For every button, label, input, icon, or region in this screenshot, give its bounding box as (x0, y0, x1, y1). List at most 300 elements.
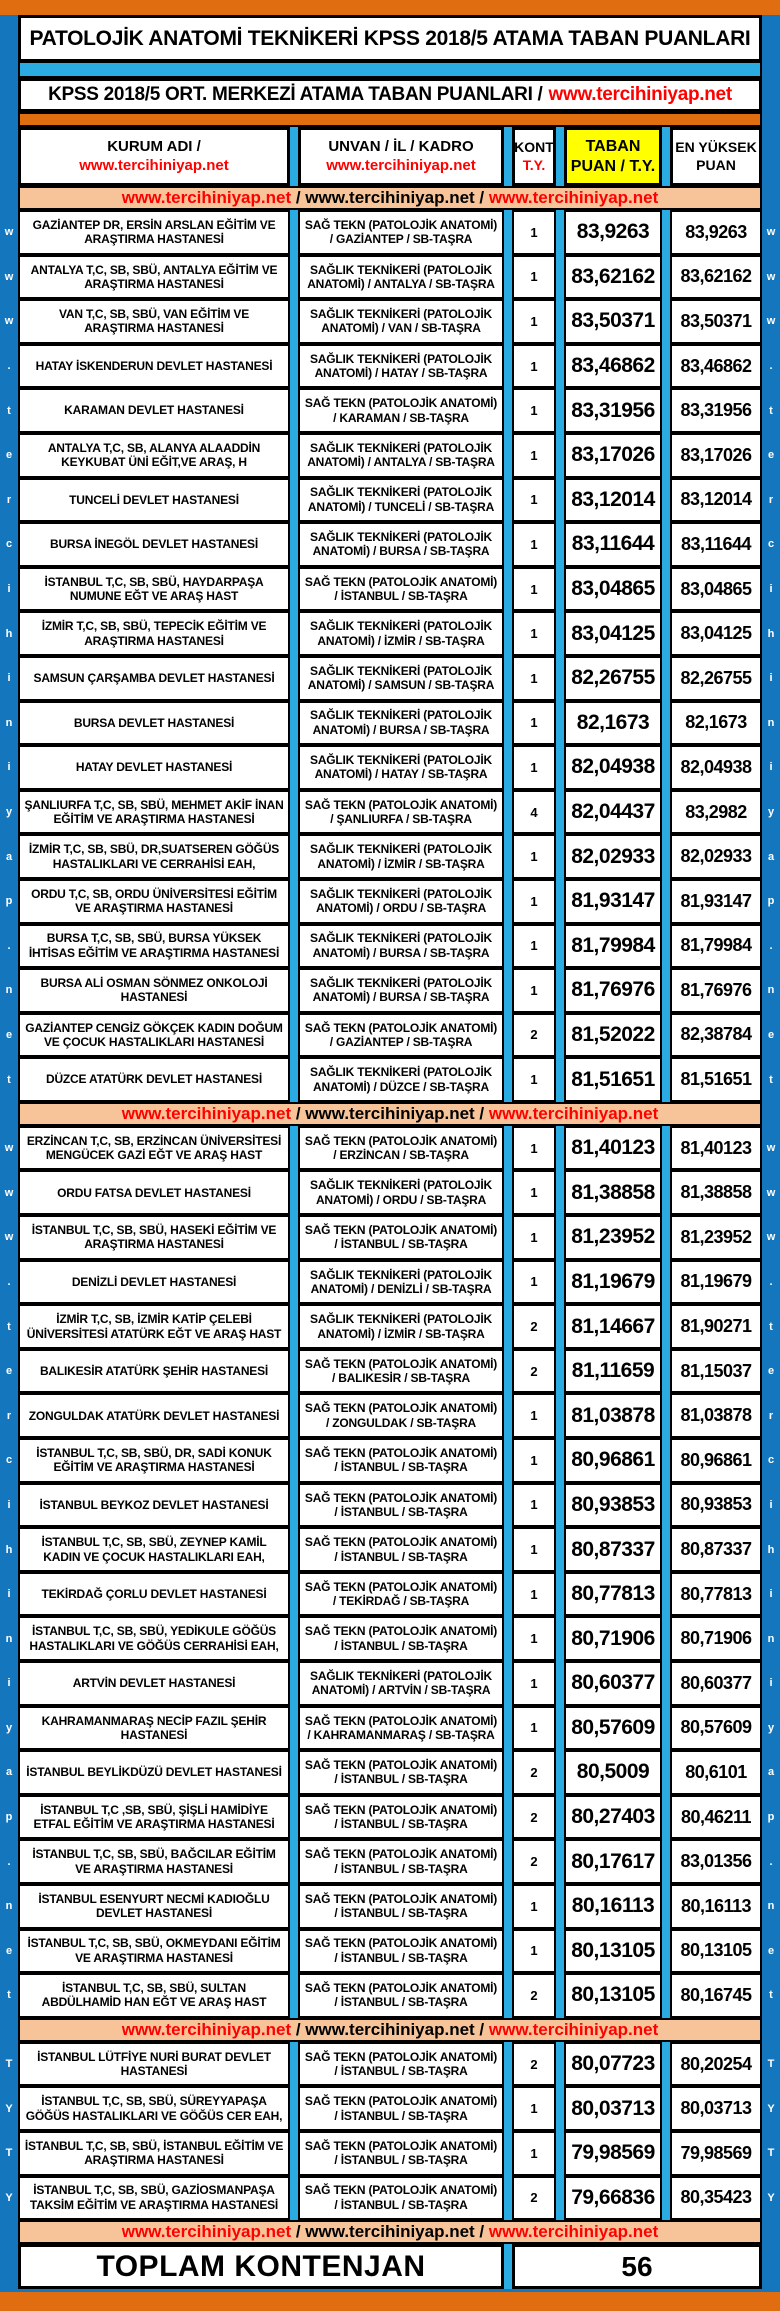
table-row (7, 1973, 773, 2018)
max-cell: 80,60377 (670, 1661, 762, 1706)
side-watermark-letter-left: a (5, 850, 13, 863)
kont-cell: 1 (512, 1572, 556, 1617)
side-watermark-letter-right: w (766, 1142, 776, 1155)
taban-cell: 80,87337 (564, 1527, 662, 1572)
taban-cell: 82,02933 (564, 834, 662, 879)
table-row (5, 611, 775, 656)
unvan-cell: SAĞ TEKN (PATOLOJİK ANATOMİ) / KARAMAN / SB-TAŞRA (298, 388, 504, 433)
taban-cell: 80,93853 (564, 1483, 662, 1528)
taban-cell: 81,76976 (564, 968, 662, 1013)
unvan-cell: SAĞ TEKN (PATOLOJİK ANATOMİ) / GAZİANTEP / SB-TAŞRA (298, 1013, 504, 1058)
kurum-header-label: KURUM ADI / (107, 137, 201, 155)
max-cell: 80,93853 (670, 1483, 762, 1528)
table-row (4, 1170, 776, 1215)
side-watermark-letter-right: e (767, 449, 775, 462)
separator-slash: / (474, 2019, 489, 2039)
side-watermark-letter-right: . (769, 1275, 773, 1288)
kont-cell: 1 (512, 611, 556, 656)
kurum-cell: KARAMAN DEVLET HASTANESİ (18, 388, 290, 433)
table-row (5, 1527, 775, 1572)
taban-cell: 81,11659 (564, 1349, 662, 1394)
side-watermark-letter-left: . (7, 360, 11, 373)
side-watermark-letter-right: a (767, 1766, 775, 1779)
unvan-cell: SAĞLIK TEKNİKERİ (PATOLOJİK ANATOMİ) / ANTALYA / SB-TAŞRA (298, 255, 504, 300)
taban-cell: 80,17617 (564, 1839, 662, 1884)
max-cell: 83,62162 (670, 255, 762, 300)
side-watermark-letter-left: w (4, 226, 14, 239)
table-row (5, 1750, 775, 1795)
side-watermark-letter-right: p (767, 895, 775, 908)
table-row (5, 433, 775, 478)
max-cell: 83,11644 (670, 522, 762, 567)
taban-cell: 81,93147 (564, 879, 662, 924)
kont-cell: 1 (512, 1170, 556, 1215)
table-row (7, 656, 773, 701)
max-cell: 80,71906 (670, 1616, 762, 1661)
side-watermark-letter-right: i (769, 583, 773, 596)
side-watermark-letter-left: r (6, 493, 12, 506)
side-watermark-letter-right: . (769, 360, 773, 373)
max-cell: 80,57609 (670, 1706, 762, 1751)
max-cell: 82,1673 (670, 701, 762, 746)
kurum-cell: İZMİR T,C, SB, SBÜ, TEPECİK EĞİTİM VE ARAŞTIRMA HASTANESİ (18, 611, 290, 656)
kont-cell: 1 (512, 1616, 556, 1661)
unvan-cell: SAĞ TEKN (PATOLOJİK ANATOMİ) / KAHRAMANMARAŞ / SB-TAŞRA (298, 1706, 504, 1751)
site-link[interactable]: www.tercihiniyap.net (488, 188, 659, 207)
site-link[interactable]: www.tercihiniyap.net (305, 1103, 475, 1123)
max-cell: 83,01356 (670, 1839, 762, 1884)
kont-cell: 1 (512, 255, 556, 300)
kurum-cell: İSTANBUL BEYKOZ DEVLET HASTANESİ (18, 1483, 290, 1528)
side-watermark-letter-right: n (767, 1900, 775, 1913)
taban-cell: 80,13105 (564, 1929, 662, 1974)
side-watermark-letter-left: n (5, 716, 13, 729)
side-watermark-letter-right: w (766, 1231, 776, 1244)
kont-cell: 1 (512, 478, 556, 523)
taban-cell: 83,31956 (564, 388, 662, 433)
side-watermark-letter-left: e (5, 1365, 13, 1378)
side-watermark-letter-right: i (769, 761, 773, 774)
side-watermark-letter-right: w (766, 270, 776, 283)
kurum-cell: TEKİRDAĞ ÇORLU DEVLET HASTANESİ (18, 1572, 290, 1617)
side-watermark-letter-left: t (7, 1320, 11, 1333)
side-watermark-letter-left: e (5, 449, 13, 462)
max-cell: 83,04865 (670, 567, 762, 612)
site-link[interactable]: www.tercihiniyap.net (121, 2222, 292, 2242)
table-row (5, 1349, 775, 1394)
side-watermark-letter-left: y (5, 1721, 13, 1734)
page-title: PATOLOJİK ANATOMİ TEKNİKERİ KPSS 2018/5 ATAMA TABAN PUANLARI (18, 15, 762, 62)
unvan-cell: SAĞ TEKN (PATOLOJİK ANATOMİ) / İSTANBUL / SB-TAŞRA (298, 1929, 504, 1974)
taban-cell: 80,27403 (564, 1795, 662, 1840)
table-row (5, 701, 775, 746)
column-header-kurum (18, 127, 290, 186)
kurum-cell: ANTALYA T,C, SB, ALANYA ALAADDİN KEYKUBAT ÜNİ EĞİT,VE ARAŞ, H (18, 433, 290, 478)
table-row (4, 255, 776, 300)
kont-cell: 2 (512, 1795, 556, 1840)
max-cell: 81,15037 (670, 1349, 762, 1394)
total-value: 56 (512, 2244, 762, 2289)
max-cell: 80,03713 (670, 2086, 762, 2131)
taban-cell: 79,66836 (564, 2176, 662, 2221)
unvan-cell: SAĞLIK TEKNİKERİ (PATOLOJİK ANATOMİ) / TUNCELİ / SB-TAŞRA (298, 478, 504, 523)
side-watermark-letter-left: c (5, 538, 13, 551)
side-watermark-letter-right: t (769, 404, 773, 417)
kurum-cell: İSTANBUL T,C, SB, SBÜ, HASEKİ EĞİTİM VE ARAŞTIRMA HASTANESİ (18, 1215, 290, 1260)
kurum-cell: GAZİANTEP CENGİZ GÖKÇEK KADIN DOĞUM VE ÇOCUK HASTALIKLARI HASTANESİ (18, 1013, 290, 1058)
side-watermark-letter-left: . (7, 1855, 11, 1868)
site-link[interactable]: www.tercihiniyap.net (488, 1103, 659, 1123)
unvan-cell: SAĞ TEKN (PATOLOJİK ANATOMİ) / İSTANBUL / SB-TAŞRA (298, 1215, 504, 1260)
kurum-header-site-link[interactable]: www.tercihiniyap.net (79, 156, 229, 174)
taban-cell: 83,9263 (564, 210, 662, 255)
side-watermark-letter-left: i (7, 761, 11, 774)
side-watermark-letter-right: r (768, 1409, 774, 1422)
kont-cell: 1 (512, 879, 556, 924)
side-watermark-letter-left: h (5, 1543, 13, 1556)
max-cell: 83,46862 (670, 344, 762, 389)
side-watermark-letter-right: T (767, 2058, 775, 2071)
taban-cell: 83,46862 (564, 344, 662, 389)
side-watermark-letter-left: w (4, 1186, 14, 1199)
max-cell: 80,87337 (670, 1527, 762, 1572)
side-watermark-letter-right: e (767, 1028, 775, 1041)
taban-cell: 79,98569 (564, 2131, 662, 2176)
taban-cell: 80,71906 (564, 1616, 662, 1661)
table-row (6, 1393, 774, 1438)
taban-cell: 81,51651 (564, 1057, 662, 1102)
unvan-cell: SAĞLIK TEKNİKERİ (PATOLOJİK ANATOMİ) / HATAY / SB-TAŞRA (298, 745, 504, 790)
unvan-cell: SAĞ TEKN (PATOLOJİK ANATOMİ) / İSTANBUL / SB-TAŞRA (298, 1527, 504, 1572)
separator-slash: / (291, 2019, 306, 2039)
table-row (5, 968, 775, 1013)
table-row (5, 1929, 775, 1974)
side-watermark-letter-left: . (7, 1275, 11, 1288)
max-cell: 83,31956 (670, 388, 762, 433)
unvan-cell: SAĞ TEKN (PATOLOJİK ANATOMİ) / İSTANBUL / SB-TAŞRA (298, 1438, 504, 1483)
unvan-cell: SAĞ TEKN (PATOLOJİK ANATOMİ) / ERZİNCAN / SB-TAŞRA (298, 1126, 504, 1171)
url-separator-band (18, 1102, 762, 1126)
separator-slash: / (291, 188, 306, 207)
unvan-cell: SAĞ TEKN (PATOLOJİK ANATOMİ) / İSTANBUL / SB-TAŞRA (298, 1750, 504, 1795)
kurum-cell: HATAY İSKENDERUN DEVLET HASTANESİ (18, 344, 290, 389)
kont-cell: 1 (512, 968, 556, 1013)
url-separator-band (18, 186, 762, 210)
kurum-cell: İZMİR T,C, SB, SBÜ, DR,SUATSEREN GÖĞÜS HASTALIKLARI VE CERRAHİSİ EAH, (18, 834, 290, 879)
unvan-cell: SAĞ TEKN (PATOLOJİK ANATOMİ) / İSTANBUL / SB-TAŞRA (298, 1973, 504, 2018)
max-cell: 81,76976 (670, 968, 762, 1013)
side-watermark-letter-left: p (5, 895, 13, 908)
kont-cell: 2 (512, 1750, 556, 1795)
unvan-cell: SAĞLIK TEKNİKERİ (PATOLOJİK ANATOMİ) / ANTALYA / SB-TAŞRA (298, 433, 504, 478)
site-link[interactable]: www.tercihiniyap.net (121, 2019, 292, 2039)
side-watermark-letter-left: w (4, 1142, 14, 1155)
unvan-cell: SAĞ TEKN (PATOLOJİK ANATOMİ) / İSTANBUL / SB-TAŞRA (298, 2086, 504, 2131)
taban-cell: 81,03878 (564, 1393, 662, 1438)
table-row (5, 1795, 775, 1840)
kurum-cell: İSTANBUL LÜTFİYE NURİ BURAT DEVLET HASTANESİ (18, 2042, 290, 2087)
column-header-max (670, 127, 762, 186)
site-link[interactable]: www.tercihiniyap.net (488, 2222, 659, 2242)
max-cell: 81,51651 (670, 1057, 762, 1102)
kurum-cell: DENİZLİ DEVLET HASTANESİ (18, 1260, 290, 1305)
kurum-cell: İSTANBUL T,C, SB, SBÜ, GAZİOSMANPAŞA TAKSİM EĞİTİM VE ARAŞTIRMA HASTANESİ (18, 2176, 290, 2221)
kurum-cell: İSTANBUL T,C, SB, SBÜ, ZEYNEP KAMİL KADIN VE ÇOCUK HASTALIKLARI EAH, (18, 1527, 290, 1572)
table-row (7, 1661, 773, 1706)
table-body (4, 186, 776, 2244)
kont-cell: 2 (512, 1839, 556, 1884)
side-watermark-letter-left: t (7, 1989, 11, 2002)
table-row (7, 1483, 773, 1528)
unvan-cell: SAĞLIK TEKNİKERİ (PATOLOJİK ANATOMİ) / ARTVİN / SB-TAŞRA (298, 1661, 504, 1706)
unvan-cell: SAĞ TEKN (PATOLOJİK ANATOMİ) / ZONGULDAK / SB-TAŞRA (298, 1393, 504, 1438)
taban-cell: 80,77813 (564, 1572, 662, 1617)
kurum-cell: BURSA T,C, SB, SBÜ, BURSA YÜKSEK İHTİSAS EĞİTİM VE ARAŞTIRMA HASTANESİ (18, 924, 290, 969)
unvan-cell: SAĞLIK TEKNİKERİ (PATOLOJİK ANATOMİ) / BURSA / SB-TAŞRA (298, 701, 504, 746)
side-watermark-letter-left: n (5, 984, 13, 997)
table-row (5, 2086, 775, 2131)
taban-cell: 81,38858 (564, 1170, 662, 1215)
kont-cell: 1 (512, 834, 556, 879)
column-header-taban (564, 127, 662, 186)
side-watermark-letter-right: t (769, 1073, 773, 1086)
unvan-header-label: UNVAN / İL / KADRO (328, 137, 474, 155)
kont-cell: 2 (512, 1349, 556, 1394)
site-link[interactable]: www.tercihiniyap.net (305, 2222, 475, 2242)
side-watermark-letter-right: i (769, 672, 773, 685)
side-watermark-letter-right: w (766, 315, 776, 328)
kont-cell: 1 (512, 433, 556, 478)
max-cell: 83,2982 (670, 790, 762, 835)
separator-slash: / (474, 188, 489, 207)
table-row (4, 299, 776, 344)
side-watermark-letter-left: p (5, 1811, 13, 1824)
max-cell: 80,16113 (670, 1884, 762, 1929)
taban-cell: 82,26755 (564, 656, 662, 701)
kurum-cell: SAMSUN ÇARŞAMBA DEVLET HASTANESİ (18, 656, 290, 701)
kont-cell: 1 (512, 1057, 556, 1102)
side-watermark-letter-left: n (5, 1900, 13, 1913)
site-link[interactable]: www.tercihiniyap.net (305, 2019, 475, 2039)
max-cell: 81,38858 (670, 1170, 762, 1215)
max-cell: 80,35423 (670, 2176, 762, 2221)
unvan-cell: SAĞ TEKN (PATOLOJİK ANATOMİ) / İSTANBUL / SB-TAŞRA (298, 2042, 504, 2087)
side-watermark-letter-right: y (767, 1721, 775, 1734)
unvan-cell: SAĞ TEKN (PATOLOJİK ANATOMİ) / İSTANBUL / SB-TAŞRA (298, 1483, 504, 1528)
bottom-orange-bar (0, 2292, 780, 2311)
kurum-cell: İSTANBUL T,C ,SB, SBÜ, ŞİŞLİ HAMİDİYE ETFAL EĞİTİM VE ARAŞTIRMA HASTANESİ (18, 1795, 290, 1840)
taban-cell: 81,40123 (564, 1126, 662, 1171)
max-cell: 81,19679 (670, 1260, 762, 1305)
max-cell: 83,12014 (670, 478, 762, 523)
kont-cell: 4 (512, 790, 556, 835)
kurum-cell: BALIKESİR ATATÜRK ŞEHİR HASTANESİ (18, 1349, 290, 1394)
max-cell: 82,26755 (670, 656, 762, 701)
column-header-kont (512, 127, 556, 186)
table-row (5, 522, 775, 567)
table-row (6, 478, 774, 523)
kurum-cell: İSTANBUL BEYLİKDÜZÜ DEVLET HASTANESİ (18, 1750, 290, 1795)
taban-cell: 83,12014 (564, 478, 662, 523)
kont-cell: 2 (512, 1973, 556, 2018)
max-cell: 80,77813 (670, 1572, 762, 1617)
unvan-cell: SAĞLIK TEKNİKERİ (PATOLOJİK ANATOMİ) / BURSA / SB-TAŞRA (298, 968, 504, 1013)
taban-cell: 80,03713 (564, 2086, 662, 2131)
side-watermark-letter-left: i (7, 1588, 11, 1601)
side-watermark-letter-right: h (767, 1543, 775, 1556)
side-watermark-letter-left: n (5, 1632, 13, 1645)
table-row (5, 834, 775, 879)
side-watermark-letter-left: T (5, 2147, 13, 2160)
url-separator-band (18, 2220, 762, 2244)
taban-cell: 83,62162 (564, 255, 662, 300)
site-link[interactable]: www.tercihiniyap.net (488, 2019, 659, 2039)
side-watermark-letter-left: a (5, 1766, 13, 1779)
unvan-cell: SAĞLIK TEKNİKERİ (PATOLOJİK ANATOMİ) / VAN / SB-TAŞRA (298, 299, 504, 344)
unvan-cell: SAĞLIK TEKNİKERİ (PATOLOJİK ANATOMİ) / BURSA / SB-TAŞRA (298, 924, 504, 969)
kont-header-label: KONT (514, 139, 554, 155)
site-link[interactable]: www.tercihiniyap.net (305, 188, 475, 207)
side-watermark-letter-right: w (766, 1186, 776, 1199)
kurum-cell: GAZİANTEP DR, ERSİN ARSLAN EĞİTİM VE ARAŞTIRMA HASTANESİ (18, 210, 290, 255)
max-cell: 83,04125 (670, 611, 762, 656)
taban-cell: 81,79984 (564, 924, 662, 969)
kont-cell: 1 (512, 924, 556, 969)
max-cell: 82,04938 (670, 745, 762, 790)
side-watermark-letter-right: w (766, 226, 776, 239)
side-watermark-letter-right: t (769, 1989, 773, 2002)
max-cell: 81,23952 (670, 1215, 762, 1260)
table-row (5, 2131, 775, 2176)
max-cell: 80,96861 (670, 1438, 762, 1483)
unvan-cell: SAĞ TEKN (PATOLOJİK ANATOMİ) / İSTANBUL / SB-TAŞRA (298, 2176, 504, 2221)
side-watermark-letter-right: n (767, 984, 775, 997)
unvan-cell: SAĞ TEKN (PATOLOJİK ANATOMİ) / İSTANBUL / SB-TAŞRA (298, 567, 504, 612)
max-cell: 80,6101 (670, 1750, 762, 1795)
table-row (7, 1839, 773, 1884)
site-link[interactable]: www.tercihiniyap.net (121, 188, 292, 207)
kurum-cell: ORDU FATSA DEVLET HASTANESİ (18, 1170, 290, 1215)
kont-cell: 2 (512, 1304, 556, 1349)
column-header-unvan (298, 127, 504, 186)
subtitle-text: KPSS 2018/5 ORT. MERKEZİ ATAMA TABAN PUANLARI / (48, 84, 543, 105)
taban-cell: 81,23952 (564, 1215, 662, 1260)
table-row (5, 2042, 775, 2087)
side-watermark-letter-left: e (5, 1944, 13, 1957)
table-row (5, 2176, 775, 2221)
kurum-cell: HATAY DEVLET HASTANESİ (18, 745, 290, 790)
side-watermark-letter-left: i (7, 1677, 11, 1690)
side-watermark-letter-right: i (769, 1498, 773, 1511)
cyan-divider-band (18, 62, 762, 78)
side-watermark-letter-right: Y (767, 2191, 775, 2204)
unvan-cell: SAĞLIK TEKNİKERİ (PATOLOJİK ANATOMİ) / DÜZCE / SB-TAŞRA (298, 1057, 504, 1102)
kont-cell: 1 (512, 1661, 556, 1706)
kurum-cell: ERZİNCAN T,C, SB, ERZİNCAN ÜNİVERSİTESİ MENGÜCEK GAZİ EĞT VE ARAŞ HAST (18, 1126, 290, 1171)
side-watermark-letter-right: c (767, 538, 775, 551)
taban-cell: 82,1673 (564, 701, 662, 746)
unvan-cell: SAĞ TEKN (PATOLOJİK ANATOMİ) / ŞANLIURFA / SB-TAŞRA (298, 790, 504, 835)
max-cell: 82,02933 (670, 834, 762, 879)
taban-cell: 81,19679 (564, 1260, 662, 1305)
kont-cell: 1 (512, 745, 556, 790)
unvan-cell: SAĞ TEKN (PATOLOJİK ANATOMİ) / BALIKESİR / SB-TAŞRA (298, 1349, 504, 1394)
kurum-cell: İSTANBUL T,C, SB, SBÜ, DR, SADİ KONUK EĞİTİM VE ARAŞTIRMA HASTANESİ (18, 1438, 290, 1483)
taban-cell: 80,57609 (564, 1706, 662, 1751)
max-cell: 82,38784 (670, 1013, 762, 1058)
taban-cell: 82,04437 (564, 790, 662, 835)
side-watermark-letter-right: y (767, 806, 775, 819)
kont-cell: 1 (512, 656, 556, 701)
table-row (5, 879, 775, 924)
side-watermark-letter-left: h (5, 627, 13, 640)
kont-cell: 1 (512, 1260, 556, 1305)
unvan-cell: SAĞLIK TEKNİKERİ (PATOLOJİK ANATOMİ) / İZMİR / SB-TAŞRA (298, 611, 504, 656)
side-watermark-letter-left: c (5, 1454, 13, 1467)
kont-cell: 1 (512, 1527, 556, 1572)
side-watermark-letter-left: w (4, 270, 14, 283)
kont-cell: 1 (512, 299, 556, 344)
kurum-cell: KAHRAMANMARAŞ NECİP FAZIL ŞEHİR HASTANESİ (18, 1706, 290, 1751)
table-row (4, 1126, 776, 1171)
kont-cell: 2 (512, 1013, 556, 1058)
side-watermark-letter-right: i (769, 1588, 773, 1601)
unvan-cell: SAĞLIK TEKNİKERİ (PATOLOJİK ANATOMİ) / HATAY / SB-TAŞRA (298, 344, 504, 389)
max-cell: 80,13105 (670, 1929, 762, 1974)
kont-cell: 1 (512, 2131, 556, 2176)
max-cell: 83,50371 (670, 299, 762, 344)
taban-cell: 83,17026 (564, 433, 662, 478)
kont-cell: 2 (512, 2176, 556, 2221)
kont-cell: 1 (512, 1929, 556, 1974)
side-watermark-letter-right: c (767, 1454, 775, 1467)
max-cell: 81,03878 (670, 1393, 762, 1438)
unvan-cell: SAĞ TEKN (PATOLOJİK ANATOMİ) / İSTANBUL / SB-TAŞRA (298, 1795, 504, 1840)
max-header-label: EN YÜKSEK (675, 139, 757, 155)
table-row (7, 924, 773, 969)
max-cell: 81,40123 (670, 1126, 762, 1171)
taban-cell: 82,04938 (564, 745, 662, 790)
kont-cell: 1 (512, 1126, 556, 1171)
side-watermark-letter-left: i (7, 1498, 11, 1511)
url-separator-band (18, 2018, 762, 2042)
side-watermark-letter-left: t (7, 404, 11, 417)
kurum-cell: DÜZCE ATATÜRK DEVLET HASTANESİ (18, 1057, 290, 1102)
table-row (7, 1304, 773, 1349)
kont-header-ty-label: T.Y. (522, 156, 546, 173)
taban-cell: 80,5009 (564, 1750, 662, 1795)
table-row (7, 1260, 773, 1305)
unvan-cell: SAĞLIK TEKNİKERİ (PATOLOJİK ANATOMİ) / DENİZLİ / SB-TAŞRA (298, 1260, 504, 1305)
table-row (5, 1013, 775, 1058)
site-link[interactable]: www.tercihiniyap.net (121, 1103, 292, 1123)
max-cell: 83,9263 (670, 210, 762, 255)
kurum-cell: İSTANBUL T,C, SB, SBÜ, OKMEYDANI EĞİTİM VE ARAŞTIRMA HASTANESİ (18, 1929, 290, 1974)
side-watermark-letter-right: . (769, 939, 773, 952)
kont-cell: 1 (512, 388, 556, 433)
max-cell: 80,16745 (670, 1973, 762, 2018)
separator-slash: / (291, 2222, 306, 2242)
kurum-cell: ARTVİN DEVLET HASTANESİ (18, 1661, 290, 1706)
unvan-header-site-link[interactable]: www.tercihiniyap.net (326, 156, 476, 174)
table-row (7, 1572, 773, 1617)
max-cell: 81,93147 (670, 879, 762, 924)
table-content (4, 15, 776, 2289)
max-header-label2: PUAN (696, 156, 736, 173)
taban-cell: 80,16113 (564, 1884, 662, 1929)
table-row (5, 1706, 775, 1751)
subtitle-site-link[interactable]: www.tercihiniyap.net (548, 84, 732, 105)
